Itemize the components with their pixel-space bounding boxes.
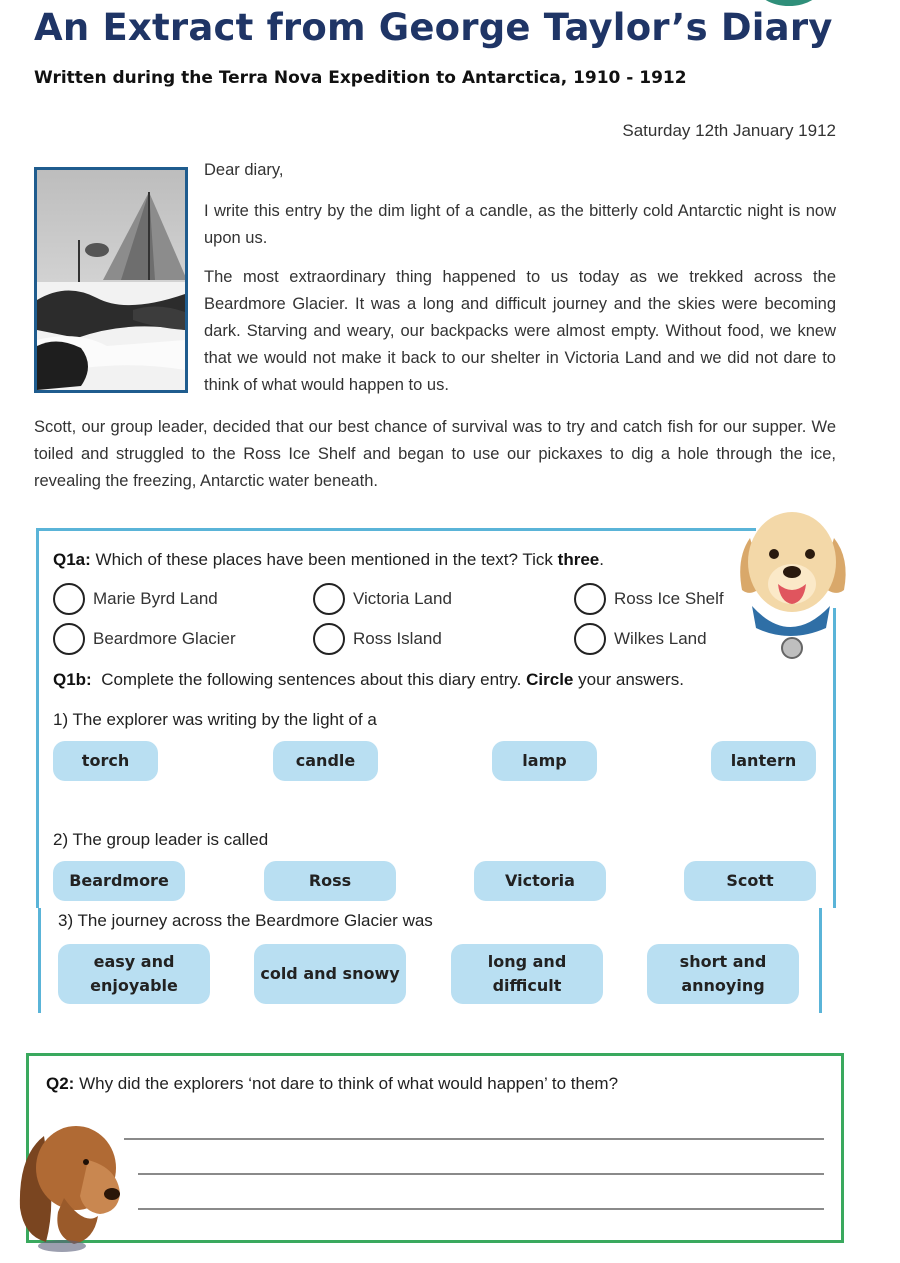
q2-text: Why did the explorers ‘not dare to think of what would happen’ to them? bbox=[79, 1074, 619, 1093]
answer-choice[interactable]: lantern bbox=[711, 741, 816, 781]
q1b-question bbox=[53, 670, 684, 690]
q1a-text: Which of these places have been mentioned in the text? Tick bbox=[95, 550, 553, 569]
q1a-emphasis: three bbox=[557, 550, 600, 569]
tick-option-label: Ross Island bbox=[353, 629, 442, 648]
q2-question bbox=[46, 1074, 618, 1094]
bloodhound-illustration bbox=[14, 1116, 126, 1252]
q1a-label: Q1a: bbox=[53, 550, 91, 569]
tick-option[interactable] bbox=[313, 583, 452, 615]
diary-paragraph-3: Scott, our group leader, decided that our best chance of survival was to try and catch fish for our supper. We toiled and struggled to the Ross Ice Shelf and began to use our pickaxes to dig a hole through the ice, revealing the freezing, Antarctic water beneath. bbox=[34, 418, 836, 490]
tick-circle[interactable] bbox=[574, 623, 606, 655]
q1b-emphasis: Circle bbox=[526, 670, 574, 689]
tick-option[interactable] bbox=[313, 623, 442, 655]
answer-choice[interactable]: candle bbox=[273, 741, 378, 781]
dog-illustration bbox=[730, 498, 854, 666]
sentence-prompt-2: 2) The group leader is called bbox=[53, 830, 269, 849]
tick-circle[interactable] bbox=[313, 583, 345, 615]
corner-badge bbox=[752, 0, 826, 12]
q1a-end: . bbox=[599, 550, 604, 569]
q1a-question bbox=[53, 550, 604, 570]
answer-choice[interactable]: Victoria bbox=[474, 861, 606, 901]
answer-choice[interactable]: long and difficult bbox=[451, 944, 603, 1004]
tick-option-label: Wilkes Land bbox=[614, 629, 707, 648]
diary-greeting: Dear diary, bbox=[204, 161, 284, 179]
tick-circle[interactable] bbox=[574, 583, 606, 615]
tick-circle[interactable] bbox=[53, 583, 85, 615]
tick-option[interactable] bbox=[53, 583, 218, 615]
diary-paragraph-1: I write this entry by the dim light of a candle, as the bitterly cold Antarctic night is now upon us. bbox=[204, 202, 836, 247]
answer-choice[interactable]: lamp bbox=[492, 741, 597, 781]
tick-option-label: Beardmore Glacier bbox=[93, 629, 236, 648]
tick-option-label: Victoria Land bbox=[353, 589, 452, 608]
q1b-end: your answers. bbox=[578, 670, 684, 689]
answer-choice[interactable]: easy and enjoyable bbox=[58, 944, 210, 1004]
tick-circle[interactable] bbox=[53, 623, 85, 655]
q2-label: Q2: bbox=[46, 1074, 75, 1093]
tick-option[interactable] bbox=[574, 623, 707, 655]
answer-choice[interactable]: Scott bbox=[684, 861, 816, 901]
answer-choice[interactable]: cold and snowy bbox=[254, 944, 406, 1004]
tick-circle[interactable] bbox=[313, 623, 345, 655]
q1b-label: Q1b: bbox=[53, 670, 92, 689]
tick-option-label: Ross Ice Shelf bbox=[614, 589, 724, 608]
answer-line[interactable] bbox=[124, 1138, 824, 1140]
answer-choice[interactable]: short and annoying bbox=[647, 944, 799, 1004]
sentence-prompt-3: 3) The journey across the Beardmore Glacier was bbox=[58, 911, 433, 930]
q1b-text: Complete the following sentences about this diary entry. bbox=[101, 670, 522, 689]
tick-option[interactable] bbox=[574, 583, 724, 615]
diary-paragraph-2: The most extraordinary thing happened to us today as we trekked across the Beardmore Glacier. It was a long and difficult journey and the skies were becoming dark. Starving and weary, our backpacks were almost empty. Without food, we knew that we would not make it back to our shelter in Victoria Land and we did not dare to think of what would happen to us. bbox=[204, 268, 836, 394]
sentence-prompt-1: 1) The explorer was writing by the light of a bbox=[53, 710, 377, 729]
answer-line[interactable] bbox=[138, 1208, 824, 1210]
answer-choice[interactable]: Ross bbox=[264, 861, 396, 901]
tick-option-label: Marie Byrd Land bbox=[93, 589, 218, 608]
page-subtitle: Written during the Terra Nova Expedition to Antarctica, 1910 - 1912 bbox=[34, 68, 687, 88]
diary-date: Saturday 12th January 1912 bbox=[622, 121, 836, 140]
answer-choice[interactable]: Beardmore bbox=[53, 861, 185, 901]
answer-line[interactable] bbox=[138, 1173, 824, 1175]
tick-option[interactable] bbox=[53, 623, 236, 655]
answer-choice[interactable]: torch bbox=[53, 741, 158, 781]
page-title: An Extract from George Taylor’s Diary bbox=[34, 6, 833, 49]
expedition-photo bbox=[34, 167, 188, 393]
